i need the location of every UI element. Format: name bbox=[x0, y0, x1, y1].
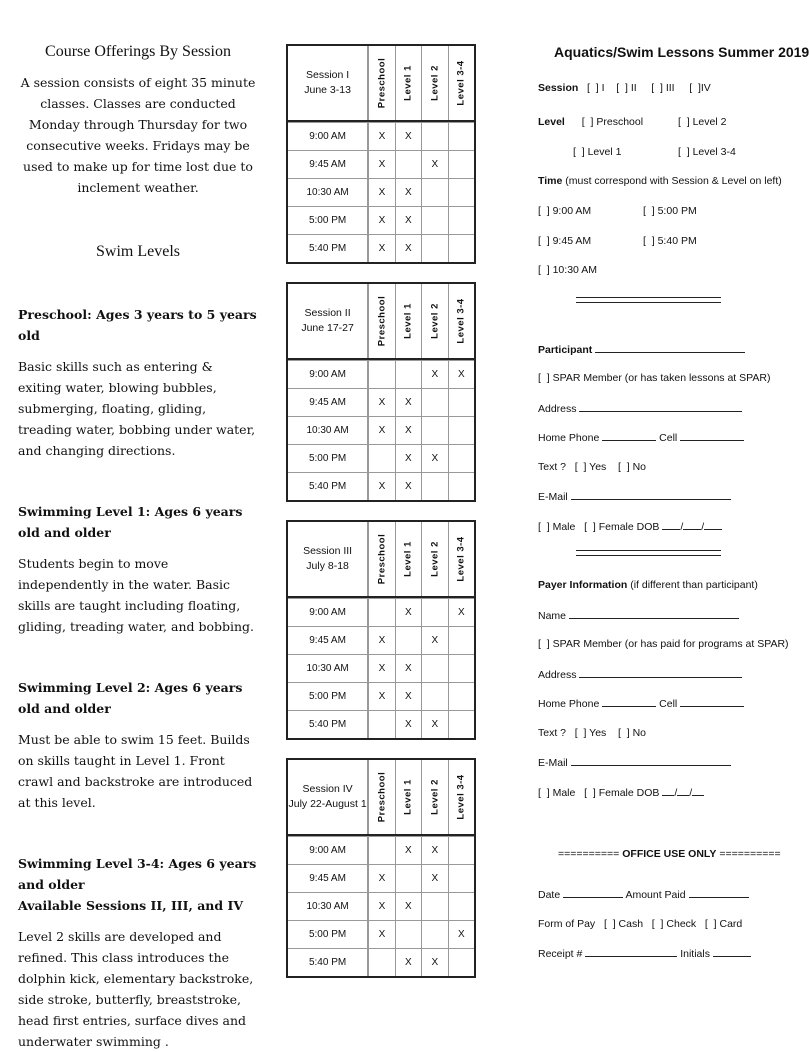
level-mark: X bbox=[395, 207, 421, 234]
office-use-heading: ========== OFFICE USE ONLY ========== bbox=[558, 848, 781, 860]
level-title-2: Swimming Level 2: Ages 6 years old and older bbox=[18, 680, 243, 716]
session-select-row bbox=[538, 82, 711, 94]
level-mark bbox=[448, 445, 474, 472]
payer-text-no-checkbox[interactable]: [ ] No bbox=[609, 727, 647, 739]
participant-label: Participant bbox=[538, 344, 593, 356]
initials-field[interactable] bbox=[713, 947, 751, 957]
level-mark bbox=[421, 179, 447, 206]
receipt-field[interactable] bbox=[585, 947, 677, 957]
level-header: Preschool bbox=[376, 57, 388, 109]
payer-text-yes-checkbox[interactable]: [ ] Yes bbox=[568, 727, 607, 739]
time-slot: 5:00 PM bbox=[288, 683, 368, 710]
office-date-row bbox=[538, 888, 749, 901]
level-mark: X bbox=[448, 921, 474, 948]
name-label: Name bbox=[538, 610, 567, 622]
level-mark: X bbox=[368, 179, 394, 206]
level-mark: X bbox=[368, 473, 394, 500]
session-table bbox=[286, 44, 476, 264]
dob-label: DOB bbox=[636, 787, 660, 799]
time-note: (must correspond with Session & Level on left) bbox=[565, 175, 782, 187]
level-mark: X bbox=[395, 893, 421, 920]
level-title-1: Swimming Level 1: Ages 6 years old and older bbox=[18, 504, 243, 540]
level-mark: X bbox=[368, 389, 394, 416]
dob-label: DOB bbox=[636, 521, 660, 533]
level-header: Preschool bbox=[376, 771, 388, 823]
level-mark bbox=[448, 235, 474, 262]
text-yes-checkbox[interactable]: [ ] Yes bbox=[568, 461, 607, 473]
initials-label: Initials bbox=[680, 948, 710, 960]
level-header: Preschool bbox=[376, 295, 388, 347]
time-slot: 5:00 PM bbox=[288, 445, 368, 472]
level-mark: X bbox=[368, 627, 394, 654]
payer-female-checkbox[interactable]: [ ] Female bbox=[578, 787, 634, 799]
participant-address-field[interactable] bbox=[579, 402, 742, 412]
level-mark bbox=[421, 473, 447, 500]
level-mark bbox=[421, 683, 447, 710]
amount-paid-label: Amount Paid bbox=[625, 889, 686, 901]
level-header: Level 2 bbox=[429, 303, 441, 339]
address-label: Address bbox=[538, 669, 577, 681]
email-label: E-Mail bbox=[538, 757, 568, 769]
session-name: Session I bbox=[305, 69, 350, 81]
participant-field[interactable] bbox=[595, 343, 745, 353]
level-header: Level 2 bbox=[429, 779, 441, 815]
level-mark: X bbox=[448, 361, 474, 388]
level-mark bbox=[448, 473, 474, 500]
session-table bbox=[286, 282, 476, 502]
time-slot: 9:45 AM bbox=[288, 389, 368, 416]
level-mark bbox=[421, 417, 447, 444]
time-option-1030[interactable]: [ ] 10:30 AM bbox=[538, 264, 597, 276]
session-option-2[interactable]: [ ] II bbox=[607, 82, 637, 94]
payer-dob-year-field[interactable] bbox=[692, 786, 704, 796]
level-mark: X bbox=[395, 417, 421, 444]
level-header: Level 1 bbox=[402, 303, 414, 339]
level-header: Level 3-4 bbox=[455, 774, 467, 820]
level-mark: X bbox=[395, 179, 421, 206]
session-option-1[interactable]: [ ] I bbox=[581, 82, 605, 94]
time-label: Time bbox=[538, 175, 563, 187]
level-header: Preschool bbox=[376, 533, 388, 585]
time-option-900[interactable]: [ ] 9:00 AM bbox=[538, 205, 592, 217]
level-mark bbox=[395, 151, 421, 178]
cell-label: Cell bbox=[659, 698, 678, 710]
time-option-500[interactable]: [ ] 5:00 PM bbox=[643, 205, 697, 217]
separator bbox=[576, 550, 721, 556]
payer-gender-row: [ ] Male [ ] Female DOB / / bbox=[538, 786, 704, 799]
level-mark: X bbox=[421, 151, 447, 178]
home-phone-label: Home Phone bbox=[538, 698, 600, 710]
spar-member-participant[interactable]: [ ] SPAR Member (or has taken lessons at SPAR) bbox=[538, 372, 771, 384]
level-label: Level bbox=[538, 116, 565, 128]
time-slot: 9:45 AM bbox=[288, 151, 368, 178]
level-option-2[interactable]: [ ] Level 2 bbox=[678, 116, 727, 128]
amount-paid-field[interactable] bbox=[689, 888, 749, 898]
participant-phone-row bbox=[538, 431, 744, 444]
spar-member-payer[interactable]: [ ] SPAR Member (or has paid for programs at SPAR) bbox=[538, 638, 789, 650]
level-mark: X bbox=[368, 683, 394, 710]
level-mark bbox=[421, 235, 447, 262]
level-mark bbox=[368, 949, 394, 976]
level-mark bbox=[448, 683, 474, 710]
time-slot: 9:45 AM bbox=[288, 627, 368, 654]
level-mark bbox=[421, 123, 447, 150]
level-desc-1: Students begin to move independently in the water. Basic skills are taught including floating, gliding, treading water, and bobbing. bbox=[18, 556, 255, 634]
level-mark bbox=[421, 655, 447, 682]
level-header: Level 1 bbox=[402, 541, 414, 577]
level-mark bbox=[421, 389, 447, 416]
time-slot: 10:30 AM bbox=[288, 893, 368, 920]
level-mark bbox=[421, 599, 447, 626]
level-mark bbox=[448, 711, 474, 738]
session-dates: July 8-18 bbox=[306, 560, 349, 572]
level-mark bbox=[448, 417, 474, 444]
level-desc-3-4: Level 2 skills are developed and refined. This class introduces the dolphin kick, elementary backstroke, side stroke, butterfly, breaststroke, head first entries, surface dives and underwater swimming . bbox=[18, 929, 254, 1049]
level-mark: X bbox=[368, 123, 394, 150]
level-desc-preschool: Basic skills such as entering & exiting water, blowing bubbles, submerging, floating, gliding, treading water, bobbing under water, and changing directions. bbox=[18, 359, 256, 458]
time-slot: 5:40 PM bbox=[288, 711, 368, 738]
time-slot: 9:00 AM bbox=[288, 599, 368, 626]
home-phone-label: Home Phone bbox=[538, 432, 600, 444]
level-header: Level 3-4 bbox=[455, 536, 467, 582]
form-of-pay-row bbox=[538, 918, 742, 930]
level-mark: X bbox=[421, 361, 447, 388]
participant-home-phone-field[interactable] bbox=[602, 431, 656, 441]
time-heading-row bbox=[538, 175, 782, 187]
level-row-1 bbox=[538, 116, 643, 128]
level-header: Level 3-4 bbox=[455, 60, 467, 106]
level-mark: X bbox=[368, 893, 394, 920]
level-mark: X bbox=[448, 599, 474, 626]
level-mark: X bbox=[395, 123, 421, 150]
level-option-1[interactable]: [ ] Level 1 bbox=[573, 146, 622, 158]
level-mark: X bbox=[421, 837, 447, 864]
level-title-preschool: Preschool: Ages 3 years to 5 years old bbox=[18, 307, 257, 343]
level-option-preschool[interactable]: [ ] Preschool bbox=[581, 116, 644, 128]
level-mark: X bbox=[395, 655, 421, 682]
level-mark bbox=[395, 627, 421, 654]
level-mark bbox=[395, 921, 421, 948]
level-mark bbox=[395, 865, 421, 892]
level-mark: X bbox=[395, 235, 421, 262]
level-mark bbox=[448, 655, 474, 682]
text-label: Text ? bbox=[538, 461, 567, 473]
card-checkbox[interactable]: [ ] Card bbox=[699, 918, 743, 930]
cell-label: Cell bbox=[659, 432, 678, 444]
level-header: Level 1 bbox=[402, 779, 414, 815]
level-mark bbox=[421, 207, 447, 234]
receipt-row bbox=[538, 947, 751, 960]
session-table bbox=[286, 520, 476, 740]
time-slot: 10:30 AM bbox=[288, 655, 368, 682]
level-mark bbox=[368, 599, 394, 626]
time-slot: 5:00 PM bbox=[288, 207, 368, 234]
level-header: Level 1 bbox=[402, 65, 414, 101]
payer-cell-field[interactable] bbox=[680, 697, 744, 707]
male-checkbox[interactable]: [ ] Male bbox=[538, 521, 576, 533]
level-mark bbox=[448, 151, 474, 178]
participant-email-field[interactable] bbox=[571, 490, 731, 500]
level-mark bbox=[448, 389, 474, 416]
session-dates: June 17-27 bbox=[301, 322, 354, 334]
payer-name-row bbox=[538, 609, 739, 622]
participant-address-row bbox=[538, 402, 742, 415]
level-header: Level 2 bbox=[429, 65, 441, 101]
level-mark: X bbox=[421, 627, 447, 654]
session-name: Session II bbox=[304, 307, 351, 319]
participant-row bbox=[538, 343, 745, 356]
payer-email-field[interactable] bbox=[571, 756, 731, 766]
level-mark: X bbox=[368, 235, 394, 262]
session-option-3[interactable]: [ ] III bbox=[639, 82, 675, 94]
address-label: Address bbox=[538, 403, 577, 415]
level-mark: X bbox=[395, 711, 421, 738]
session-dates: July 22-August 1 bbox=[288, 798, 367, 810]
time-slot: 5:00 PM bbox=[288, 921, 368, 948]
participant-email-row bbox=[538, 490, 731, 503]
payer-dob-month-field[interactable] bbox=[662, 786, 674, 796]
level-mark bbox=[368, 445, 394, 472]
level-mark bbox=[448, 627, 474, 654]
course-offerings-heading: Course Offerings By Session bbox=[45, 43, 231, 60]
level-mark: X bbox=[395, 599, 421, 626]
email-label: E-Mail bbox=[538, 491, 568, 503]
level-mark bbox=[368, 837, 394, 864]
level-mark: X bbox=[368, 151, 394, 178]
level-mark: X bbox=[395, 683, 421, 710]
time-slot: 5:40 PM bbox=[288, 949, 368, 976]
payer-address-field[interactable] bbox=[579, 668, 742, 678]
payer-note: (if different than participant) bbox=[630, 579, 758, 591]
payer-label: Payer Information bbox=[538, 579, 628, 591]
time-slot: 10:30 AM bbox=[288, 417, 368, 444]
payer-name-field[interactable] bbox=[569, 609, 739, 619]
level-header: Level 2 bbox=[429, 541, 441, 577]
level-mark bbox=[448, 893, 474, 920]
time-slot: 10:30 AM bbox=[288, 179, 368, 206]
level-mark bbox=[448, 207, 474, 234]
separator bbox=[576, 297, 721, 303]
session-name: Session III bbox=[303, 545, 353, 557]
level-mark bbox=[448, 179, 474, 206]
payer-heading-row bbox=[538, 579, 758, 591]
payer-text-row bbox=[538, 727, 646, 739]
date-label: Date bbox=[538, 889, 561, 901]
payer-address-row bbox=[538, 668, 742, 681]
time-slot: 9:45 AM bbox=[288, 865, 368, 892]
level-mark bbox=[395, 361, 421, 388]
level-mark: X bbox=[395, 389, 421, 416]
session-option-4[interactable]: [ ]IV bbox=[677, 82, 711, 94]
level-mark bbox=[448, 949, 474, 976]
time-option-540[interactable]: [ ] 5:40 PM bbox=[643, 235, 697, 247]
swim-levels-heading: Swim Levels bbox=[96, 243, 180, 260]
form-title: Aquatics/Swim Lessons Summer 2019 bbox=[554, 44, 809, 60]
level-mark: X bbox=[368, 417, 394, 444]
payer-email-row bbox=[538, 756, 731, 769]
receipt-label: Receipt # bbox=[538, 948, 583, 960]
dob-year-field[interactable] bbox=[704, 520, 722, 530]
level-mark bbox=[448, 123, 474, 150]
level-mark bbox=[448, 837, 474, 864]
level-mark: X bbox=[368, 921, 394, 948]
level-mark bbox=[368, 361, 394, 388]
participant-gender-row: [ ] Male [ ] Female DOB / / bbox=[538, 520, 722, 533]
session-name: Session IV bbox=[302, 783, 353, 795]
session-label: Session bbox=[538, 82, 579, 94]
female-checkbox[interactable]: [ ] Female bbox=[578, 521, 634, 533]
check-checkbox[interactable]: [ ] Check bbox=[645, 918, 697, 930]
participant-cell-field[interactable] bbox=[680, 431, 744, 441]
office-date-field[interactable] bbox=[563, 888, 623, 898]
session-table bbox=[286, 758, 476, 978]
payer-dob-day-field[interactable] bbox=[677, 786, 689, 796]
level-mark: X bbox=[368, 207, 394, 234]
level-mark: X bbox=[395, 445, 421, 472]
level-mark: X bbox=[421, 445, 447, 472]
time-slot: 5:40 PM bbox=[288, 473, 368, 500]
level-mark: X bbox=[395, 949, 421, 976]
text-label: Text ? bbox=[538, 727, 567, 739]
dob-day-field[interactable] bbox=[683, 520, 701, 530]
level-mark bbox=[421, 921, 447, 948]
level-mark: X bbox=[395, 473, 421, 500]
time-option-945[interactable]: [ ] 9:45 AM bbox=[538, 235, 592, 247]
text-no-checkbox[interactable]: [ ] No bbox=[609, 461, 647, 473]
level-mark bbox=[368, 711, 394, 738]
level-availability-3-4: Available Sessions II, III, and IV bbox=[18, 898, 244, 913]
dob-month-field[interactable] bbox=[662, 520, 680, 530]
time-slot: 9:00 AM bbox=[288, 123, 368, 150]
level-option-3-4[interactable]: [ ] Level 3-4 bbox=[678, 146, 736, 158]
cash-checkbox[interactable]: [ ] Cash bbox=[598, 918, 644, 930]
level-mark: X bbox=[368, 655, 394, 682]
level-mark: X bbox=[421, 949, 447, 976]
level-mark: X bbox=[421, 711, 447, 738]
level-mark bbox=[448, 865, 474, 892]
level-mark: X bbox=[395, 837, 421, 864]
level-mark bbox=[421, 893, 447, 920]
course-info-column bbox=[18, 40, 258, 1052]
level-desc-2: Must be able to swim 15 feet. Builds on skills taught in Level 1. Front crawl and backstroke are introduced at this level. bbox=[18, 732, 253, 810]
time-slot: 5:40 PM bbox=[288, 235, 368, 262]
level-title-3-4: Swimming Level 3-4: Ages 6 years and older bbox=[18, 856, 257, 892]
payer-phone-row bbox=[538, 697, 744, 710]
level-mark: X bbox=[368, 865, 394, 892]
payer-home-phone-field[interactable] bbox=[602, 697, 656, 707]
level-mark: X bbox=[421, 865, 447, 892]
time-slot: 9:00 AM bbox=[288, 837, 368, 864]
session-intro: A session consists of eight 35 minute classes. Classes are conducted Monday through Thursday for two consecutive weeks. Fridays may be used to make up for time lost due to inclement weather. bbox=[20, 75, 256, 195]
participant-text-row bbox=[538, 461, 646, 473]
form-of-pay-label: Form of Pay bbox=[538, 918, 596, 930]
level-header: Level 3-4 bbox=[455, 298, 467, 344]
time-slot: 9:00 AM bbox=[288, 361, 368, 388]
payer-male-checkbox[interactable]: [ ] Male bbox=[538, 787, 576, 799]
session-dates: June 3-13 bbox=[304, 84, 351, 96]
